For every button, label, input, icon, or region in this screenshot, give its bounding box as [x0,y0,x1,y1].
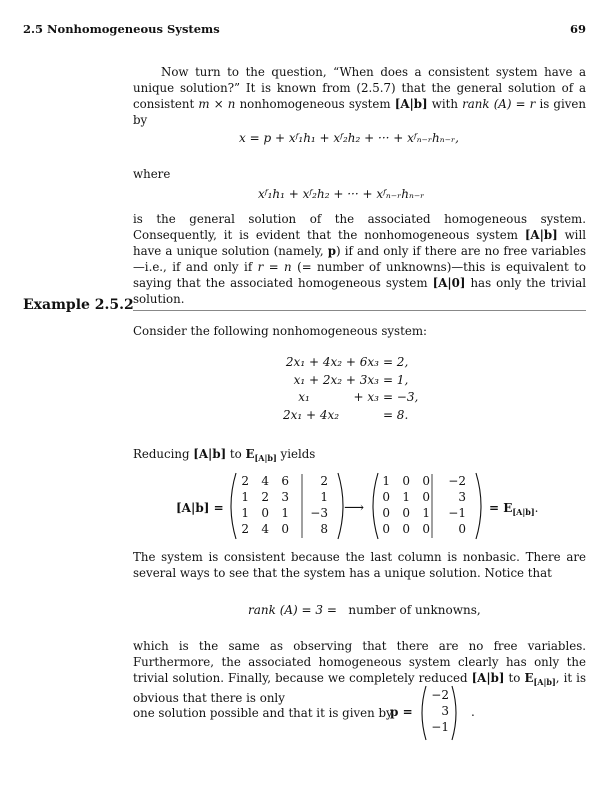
paragraph-one-solution: one solution possible and that it is given by [133,706,393,720]
matrix-entry: −1 [448,506,466,520]
text: has only the trivial solution. [133,276,586,306]
text: , it is obvious that there is only [133,671,587,705]
matrix-left-paren [373,473,378,539]
matrix-entry: 2 [241,522,249,536]
example-label: Example 2.5.2 [23,297,134,313]
math-E: = E [489,501,513,515]
matrix-entry: −2 [448,474,466,488]
text: (= number of unknowns)—this is equivalent to saying that the associated homogeneous system [133,260,587,290]
paragraph-trivial-solution [133,638,586,706]
matrix-entry: 0 [422,522,430,536]
equation-rhs: = 8. [382,407,409,422]
matrix-entry: 1 [281,506,289,520]
matrix-entry: 1 [422,506,430,520]
matrix-entry: 0 [402,474,410,488]
vector-left-paren [422,686,426,740]
math-augmented-matrix: [A|b] [471,671,505,685]
equation-rhs: = 1, [382,372,409,387]
matrix-entry: 3 [281,490,289,504]
vector-entry: −2 [431,688,449,702]
matrix-entry: 2 [261,490,269,504]
equation-lhs: x₁ + x₃ [298,390,379,404]
equation-lhs: 2x₁ + 4x₂ + 6x₃ [285,355,379,369]
reduction-arrow: ⟶ [344,500,365,516]
math-E: E [245,447,255,461]
equation-rhs: = 2, [382,355,409,369]
section-title: 2.5 Nonhomogeneous Systems [23,22,220,36]
linear-system [283,355,418,425]
math-homogeneous-matrix: [A|0] [432,276,466,290]
matrix-entry: 1 [241,506,249,520]
p-vector [418,684,466,742]
math-augmented-matrix: [A|b] [193,447,227,461]
system-equation-row [283,373,418,391]
vector-right-paren [452,686,456,740]
math-E-subscript: [A|b] [533,677,556,687]
punct: . [534,501,539,515]
paragraph-unique-solution-question [133,64,586,128]
text: yields [276,447,316,461]
matrix-entry: 0 [458,522,466,536]
matrix-entry: 1 [241,490,249,504]
vector-entry: −1 [431,720,449,734]
matrix-entry: 0 [422,490,430,504]
math-r-equals-n: r = n [257,260,292,274]
system-equation-row [283,355,418,373]
math-rank-expression: rank (A) = r [462,97,536,111]
p-end-period: . [471,705,475,719]
matrix-right-label [489,501,539,517]
text: which is the same as observing that there are no free variables. Furthermore, the associated homogeneous system clearly has only the trivial solution. Finally, because we completely reduced [133,639,586,685]
paragraph-consider-system: Consider the following nonhomogeneous system: [133,324,427,338]
matrix-entry: 0 [382,522,390,536]
matrix-entry: 0 [402,522,410,536]
math-rank: rank (A) = 3 = [248,603,337,617]
matrix-entry: 1 [402,490,410,504]
matrix-right-paren [338,473,343,539]
text: is given by [133,97,586,127]
text: will have a unique solution (namely, [133,228,587,258]
text: is the general solution of the associated homogeneous system. Consequently, it is evident that the nonhomogeneous system [133,212,586,242]
matrix-entry: 0 [261,506,269,520]
equation-homogeneous-solution: xᶠ₁h₁ + xᶠ₂h₂ + ··· + xᶠₙ₋ᵣhₙ₋ᵣ [258,187,425,201]
matrix-right-paren [476,473,481,539]
where-label: where [133,167,171,181]
math-E-subscript: [A|b] [254,453,277,463]
text: Reducing [133,447,194,461]
matrix-entry: 0 [382,506,390,520]
matrix-left-label: [A|b] = [176,501,224,515]
math-augmented-matrix: [A|b] [524,228,558,242]
math-augmented-matrix: [A|b] [394,97,428,111]
text: with [427,97,463,111]
system-equation-row [283,390,418,408]
equation-rhs: = −3, [382,390,419,404]
running-header [23,22,586,38]
matrix-entry: 0 [281,522,289,536]
equation-lhs: x₁ + 2x₂ + 3x₃ [293,372,379,387]
paragraph-consistent: The system is consistent because the last column is nonbasic. There are several ways to see that the system has a unique solution. Notice that [133,550,586,580]
matrix-left-paren [231,473,236,539]
math-p: p [327,244,336,258]
text: nonhomogeneous system [235,97,395,111]
equation-lhs: 2x₁ + 4x₂ [283,407,379,422]
matrix-entry: 3 [458,490,466,504]
equation-general-solution: x = p + xᶠ₁h₁ + xᶠ₂h₂ + ··· + xᶠₙ₋ᵣhₙ₋ᵣ, [239,131,459,145]
example-divider [133,310,586,311]
matrix-entry: 4 [261,522,269,536]
matrix-entry: 2 [241,474,249,488]
matrix-entry: 2 [320,474,328,488]
math-E-subscript: [A|b] [512,507,535,517]
paragraph-reducing [133,446,586,466]
text: to [226,447,246,461]
matrix-entry: 4 [261,474,269,488]
page-number: 69 [569,22,586,36]
equation-rank [248,603,481,617]
matrix-augmented [226,470,348,542]
math-m-by-n: m × n [198,97,236,111]
matrix-entry: 0 [402,506,410,520]
text: Now turn to the question, “When does a consistent system have a unique solution?” It is known from (2.5.7) that the general solution of a consistent [133,65,586,111]
matrix-entry: 0 [382,490,390,504]
system-equation-row [283,408,418,426]
paragraph-unique-condition [133,211,586,307]
matrix-entry: 0 [422,474,430,488]
p-label: p = [390,705,413,719]
matrix-entry: 8 [320,522,328,536]
math-E: E [524,671,534,685]
text: to [504,671,525,685]
text: ) if and only if there are no free variables—i.e., if and only if [133,244,586,274]
vector-entry: 3 [441,704,449,718]
matrix-entry: 6 [281,474,289,488]
text: number of unknowns, [348,603,481,617]
matrix-entry: 1 [382,474,390,488]
matrix-entry: 1 [320,490,328,504]
matrix-entry: −3 [310,506,328,520]
matrix-reduced [368,470,486,542]
